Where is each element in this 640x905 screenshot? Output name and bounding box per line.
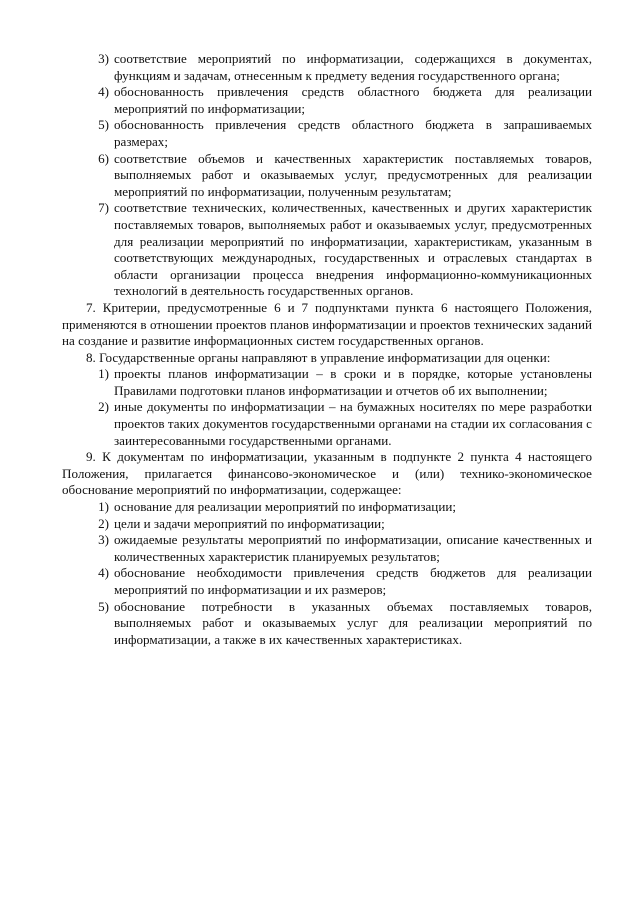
item-number: 3): [98, 51, 109, 66]
item-text: основание для реализации мероприятий по информатизации;: [114, 499, 456, 515]
item-number: 1): [98, 366, 109, 382]
list-item: [62, 51, 592, 84]
item-text: обоснованность привлечения средств областного бюджета в запрашиваемых размерах;: [114, 117, 592, 149]
item-number: 2): [98, 399, 109, 415]
list-item: [62, 499, 592, 516]
list-item: [62, 200, 592, 300]
criteria-list: [62, 51, 592, 300]
item-text: обоснованность привлечения средств областного бюджета для реализации мероприятий по информатизации;: [114, 84, 592, 116]
item-number: 6): [98, 150, 109, 166]
list-item: [62, 599, 592, 649]
list-item: [62, 399, 592, 449]
item-text: обоснование потребности в указанных объемах поставляемых товаров, выполняемых работ и оказываемых услуг для реализации мероприятий по информатизации, а также в их качественных характеристиках.: [114, 598, 592, 647]
paragraph-8: 8. Государственные органы направляют в управление информатизации для оценки:: [86, 349, 551, 365]
item-text: иные документы по информатизации – на бумажных носителях по мере разработки проектов таких документов государственными органами на стадии их согласования с заинтересованными государственными органами.: [114, 399, 592, 448]
list-item: [62, 151, 592, 201]
list-item: [62, 565, 592, 598]
item-text: соответствие объемов и качественных характеристик поставляемых товаров, выполняемых работ и оказываемых услуг, предусмотренных для реализации мероприятий по информатизации, полученным результатам;: [114, 150, 592, 199]
list-item: [62, 516, 592, 533]
item-number: 3): [98, 532, 109, 548]
list-item: [62, 366, 592, 399]
paragraph-9: 9. К документам по информатизации, указанным в подпункте 2 пункта 4 настоящего Положения, прилагается финансово-экономическое и (или) технико-экономическое обоснование мероприятий по информатизации, содержащее:: [62, 449, 592, 498]
item-text: цели и задачи мероприятий по информатизации;: [114, 515, 385, 531]
item-number: 1): [98, 499, 109, 515]
item-number: 7): [98, 200, 109, 216]
item-text: соответствие мероприятий по информатизации, содержащихся в документах, функциям и задачам, отнесенным к предмету ведения государственного органа;: [114, 51, 592, 83]
item-text: проекты планов информатизации – в сроки и в порядке, которые установлены Правилами подготовки планов информатизации и отчетов об их выполнении;: [114, 366, 592, 398]
list-item: [62, 84, 592, 117]
item-number: 4): [98, 84, 109, 100]
item-text: обоснование необходимости привлечения средств бюджетов для реализации мероприятий по информатизации и их размеров;: [114, 565, 592, 597]
submission-list: [62, 366, 592, 449]
item-text: ожидаемые результаты мероприятий по информатизации, описание качественных и количественных характеристик планируемых результатов;: [114, 532, 592, 564]
list-item: [62, 532, 592, 565]
list-item: [62, 117, 592, 150]
item-number: 4): [98, 565, 109, 581]
item-number: 5): [98, 117, 109, 133]
item-number: 5): [98, 598, 109, 614]
item-text: соответствие технических, количественных, качественных и других характеристик поставляемых товаров, выполняемых работ и оказываемых услуг, предусмотренных для реализации мероприятий по информатизации, характеристикам, указанным в соответствующих международных, государственных и отраслевых стандартах в области организации процесса внедрения информационно-коммуникационных технологий в деятельность государственных органов.: [114, 200, 592, 299]
justification-list: [62, 499, 592, 648]
item-number: 2): [98, 515, 109, 531]
paragraph-7: 7. Критерии, предусмотренные 6 и 7 подпунктами пункта 6 настоящего Положения, применяются в отношении проектов планов информатизации и проектов технических заданий на создание и развитие информационных систем государственных органов.: [62, 299, 592, 349]
